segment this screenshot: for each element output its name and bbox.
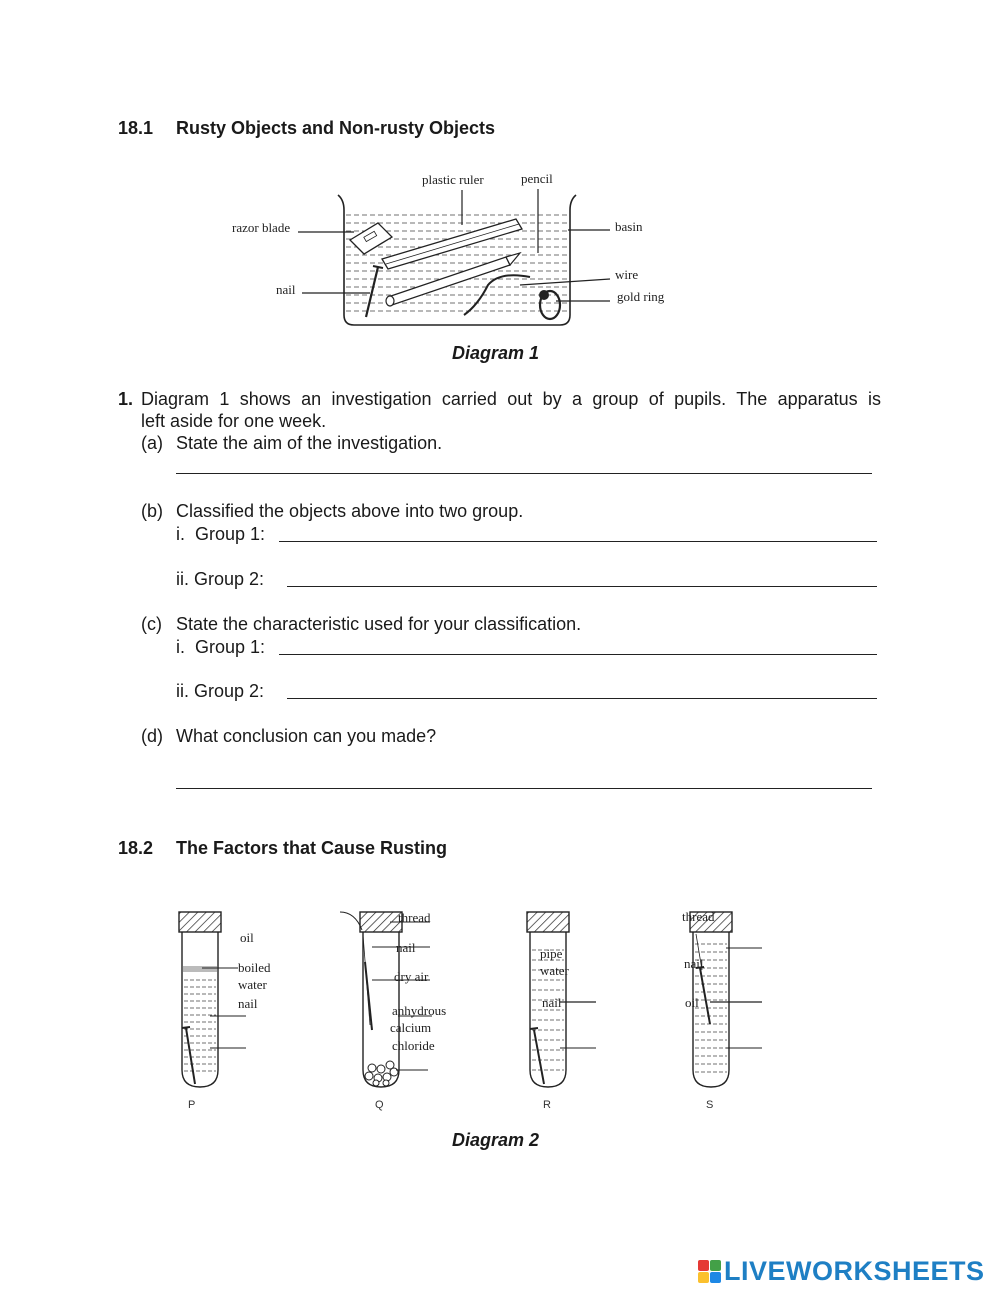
liveworksheets-logo[interactable] bbox=[698, 1256, 985, 1287]
tube-r bbox=[527, 912, 596, 1111]
tube-q bbox=[340, 910, 446, 1111]
section-1-number: 18.1 bbox=[118, 118, 154, 138]
part-d-text: What conclusion can you made? bbox=[176, 726, 437, 746]
s-tag: S bbox=[706, 1099, 714, 1111]
part-b-text: Classified the objects above into two group. bbox=[176, 501, 524, 521]
razor-blade-shape bbox=[350, 223, 392, 254]
q-label-calcium: calcium bbox=[390, 1020, 432, 1035]
diagram-1-basin bbox=[220, 165, 690, 335]
section-1-title: Rusty Objects and Non-rusty Objects bbox=[176, 118, 496, 138]
part-d-label: (d) bbox=[141, 726, 163, 746]
nail-shape bbox=[366, 266, 383, 317]
r-label-nail: nail bbox=[542, 995, 562, 1010]
diagram-2-caption: Diagram 2 bbox=[452, 1130, 540, 1150]
section-2-number: 18.2 bbox=[118, 838, 154, 858]
part-c-group2-label: ii. Group 2: bbox=[176, 681, 265, 701]
answer-line-d[interactable] bbox=[176, 788, 872, 789]
gold-ring-shape bbox=[539, 290, 560, 319]
answer-line-c-group2[interactable] bbox=[287, 698, 877, 699]
r-label-water: water bbox=[540, 963, 569, 978]
wire-shape bbox=[464, 275, 530, 315]
part-b-group1-label: i. Group 1: bbox=[176, 524, 266, 544]
part-a-label: (a) bbox=[141, 433, 163, 453]
q-label-nail: nail bbox=[396, 940, 416, 955]
q-label-chloride: chloride bbox=[392, 1038, 435, 1053]
logo-brand-text: LIVEWORKSHEETS bbox=[724, 1256, 985, 1286]
answer-line-b-group1[interactable] bbox=[279, 541, 877, 542]
question-1-number: 1. bbox=[118, 389, 134, 409]
s-label-nail: nail bbox=[684, 956, 704, 971]
q-label-thread: thread bbox=[398, 910, 431, 925]
answer-line-c-group1[interactable] bbox=[279, 654, 877, 655]
diagram-1-caption: Diagram 1 bbox=[452, 343, 540, 363]
answer-line-b-group2[interactable] bbox=[287, 586, 877, 587]
p-label-nail: nail bbox=[238, 996, 258, 1011]
label-basin: basin bbox=[615, 219, 643, 234]
section-2-title: The Factors that Cause Rusting bbox=[176, 838, 448, 858]
label-gold-ring: gold ring bbox=[617, 289, 665, 304]
question-1-stem-line2: left aside for one week. bbox=[141, 411, 327, 431]
tube-s bbox=[682, 909, 762, 1111]
label-pencil: pencil bbox=[521, 171, 553, 186]
r-label-pipe: pipe bbox=[540, 946, 563, 961]
p-label-water: water bbox=[238, 977, 267, 992]
s-label-oil: oil bbox=[685, 995, 699, 1010]
label-wire: wire bbox=[615, 267, 639, 282]
q-label-anhydrous: anhydrous bbox=[392, 1003, 447, 1018]
label-plastic-ruler: plastic ruler bbox=[422, 172, 484, 187]
p-tag: P bbox=[188, 1099, 196, 1111]
answer-line-a[interactable] bbox=[176, 473, 872, 474]
r-tag: R bbox=[543, 1099, 551, 1111]
question-1-stem-line1: Diagram 1 shows an investigation carried out by a group of pupils. The apparatus is bbox=[141, 389, 881, 409]
logo-squares-icon bbox=[698, 1260, 721, 1283]
part-b-group2-label: ii. Group 2: bbox=[176, 569, 265, 589]
part-b-label: (b) bbox=[141, 501, 163, 521]
part-c-text: State the characteristic used for your classification. bbox=[176, 614, 582, 634]
tube-p bbox=[179, 912, 271, 1111]
part-c-group1-label: i. Group 1: bbox=[176, 637, 266, 657]
p-label-boiled: boiled bbox=[238, 960, 271, 975]
label-razor-blade: razor blade bbox=[232, 220, 291, 235]
diagram-2-test-tubes bbox=[150, 900, 790, 1120]
part-a-text: State the aim of the investigation. bbox=[176, 433, 443, 453]
label-nail: nail bbox=[276, 282, 296, 297]
part-c-label: (c) bbox=[141, 614, 162, 634]
p-label-oil: oil bbox=[240, 930, 254, 945]
s-label-thread: thread bbox=[682, 909, 715, 924]
q-tag: Q bbox=[375, 1099, 384, 1111]
q-label-dry-air: dry air bbox=[394, 969, 429, 984]
